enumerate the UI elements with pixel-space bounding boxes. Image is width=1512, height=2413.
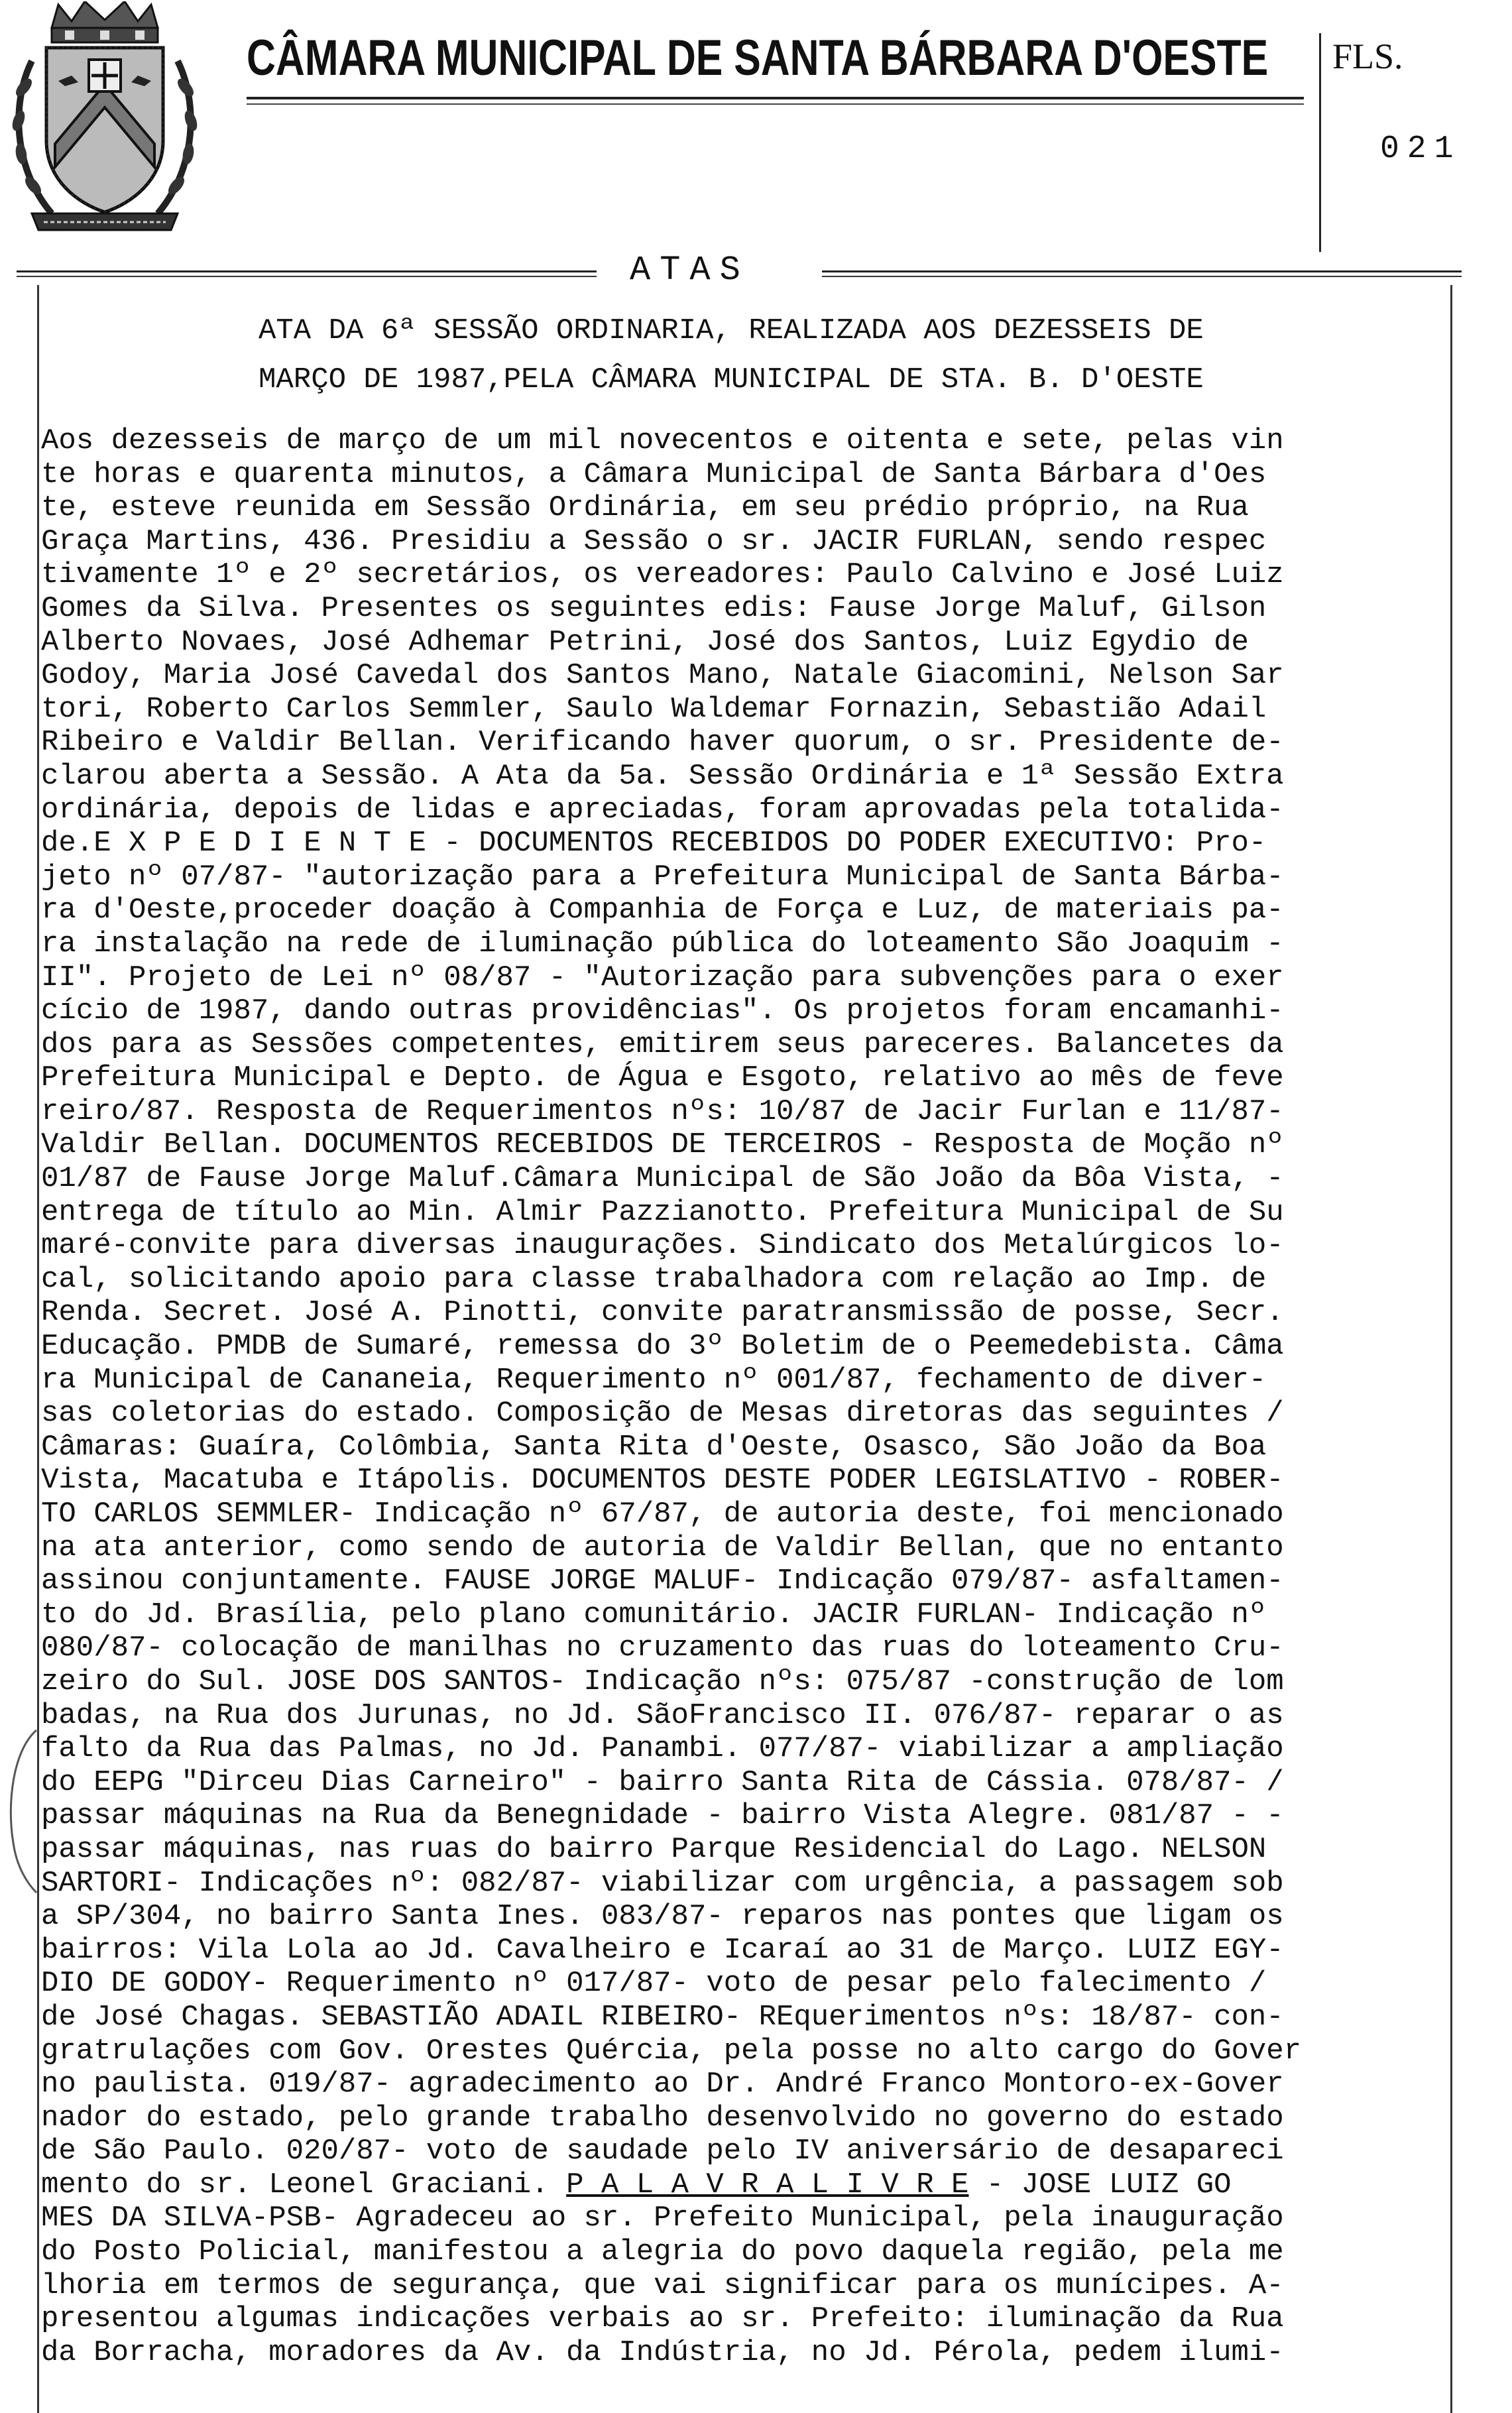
body-line: de.E X P E D I E N T E - DOCUMENTOS RECEBIDOS DO PODER EXECUTIVO: Pro-: [41, 827, 1267, 860]
body-lines: [41, 424, 1473, 2168]
body-line: clarou aberta a Sessão. A Ata da 5a. Sessão Ordinária e 1ª Sessão Extra: [41, 759, 1284, 793]
body-line: II". Projeto de Lei nº 08/87 - "Autorização para subvenções para o exer: [41, 961, 1284, 994]
body-line: te horas e quarenta minutos, a Câmara Municipal de Santa Bárbara d'Oes: [41, 457, 1267, 491]
margin-bracket-mark: [0, 1724, 40, 1896]
body-line: cício de 1987, dando outras providências". Os projetos foram encamanhi-: [41, 994, 1284, 1028]
body-line: jeto nº 07/87- "autorização para a Prefeitura Municipal de Santa Bárba-: [41, 860, 1284, 894]
atas-rule-left-secondary: [17, 276, 597, 277]
body-line: SARTORI- Indicações nº: 082/87- viabilizar com urgência, a passagem sob: [41, 1866, 1284, 1900]
body-line: tivamente 1º e 2º secretários, os vereadores: Paulo Calvino e José Luiz: [41, 558, 1284, 592]
palavra-livre-heading: P A L A V R A L I V R E: [566, 2168, 969, 2202]
minutes-heading: [259, 306, 1385, 404]
minutes-body: [41, 424, 1473, 2369]
body-line: no paulista. 019/87- agradecimento ao Dr. André Franco Montoro-ex-Gover: [41, 2068, 1284, 2101]
heading-line: MARÇO DE 1987,PELA CÂMARA MUNICIPAL DE STA. B. D'OESTE: [259, 363, 1204, 396]
body-line: cal, solicitando apoio para classe trabalhadora com relação ao Imp. de: [41, 1262, 1267, 1296]
section-label: ATAS: [630, 251, 750, 290]
body-line: na ata anterior, como sendo de autoria de Valdir Bellan, que no entanto: [41, 1531, 1284, 1564]
body-line: Renda. Secret. José A. Pinotti, convite paratransmissão de posse, Secr.: [41, 1296, 1284, 1330]
body-line: sas coletorias do estado. Composição de Mesas diretoras das seguintes /: [41, 1397, 1284, 1431]
page-number: 021: [1380, 131, 1462, 167]
atas-rule-right-secondary: [822, 276, 1462, 277]
body-line: passar máquinas na Rua da Benegnidade - bairro Vista Alegre. 081/87 - -: [41, 1799, 1284, 1833]
palavra-livre-body-line: do Posto Policial, manifestou a alegria do povo daquela região, pela me: [41, 2235, 1284, 2269]
body-line: ra instalação na rede de iluminação pública do loteamento São Joaquim -: [41, 927, 1284, 961]
body-line: Vista, Macatuba e Itápolis. DOCUMENTOS DESTE PODER LEGISLATIVO - ROBER-: [41, 1464, 1284, 1498]
title-rule-secondary: [247, 103, 1304, 105]
palavra-livre-body-line: da Borracha, moradores da Av. da Indústria, no Jd. Pérola, pedem ilumi-: [41, 2335, 1284, 2369]
body-line: 080/87- colocação de manilhas no cruzamento das ruas do loteamento Cru-: [41, 1631, 1284, 1665]
body-line: ra d'Oeste,proceder doação à Companhia de Força e Luz, de materiais pa-: [41, 894, 1284, 927]
body-line: bairros: Vila Lola ao Jd. Cavalheiro e Icaraí ao 31 de Março. LUIZ EGY-: [41, 1933, 1284, 1967]
body-line: TO CARLOS SEMMLER- Indicação nº 67/87, de autoria deste, foi mencionado: [41, 1498, 1284, 1531]
institution-title: CÂMARA MUNICIPAL DE SANTA BÁRBARA D'OESTE: [247, 30, 1269, 86]
body-line: maré-convite para diversas inaugurações. Sindicato dos Metalúrgicos lo-: [41, 1229, 1284, 1263]
fls-label: FLS.: [1332, 36, 1403, 76]
title-rule: [247, 97, 1304, 99]
body-line: zeiro do Sul. JOSE DOS SANTOS- Indicação nºs: 075/87 -construção de lom: [41, 1665, 1284, 1698]
header-divider: [1319, 33, 1321, 252]
palavra-livre-lines: [41, 2202, 1473, 2369]
body-line: Graça Martins, 436. Presidiu a Sessão o sr. JACIR FURLAN, sendo respec: [41, 524, 1267, 558]
body-line: assinou conjuntamente. FAUSE JORGE MALUF- Indicação 079/87- asfaltamen-: [41, 1564, 1284, 1598]
body-line: ordinária, depois de lidas e apreciadas, foram aprovadas pela totalida-: [41, 793, 1284, 827]
body-line: do EEPG "Dirceu Dias Carneiro" - bairro Santa Rita de Cássia. 078/87- /: [41, 1765, 1284, 1799]
body-line: Ribeiro e Valdir Bellan. Verificando haver quorum, o sr. Presidente de-: [41, 726, 1284, 760]
body-line: a SP/304, no bairro Santa Ines. 083/87- reparos nas pontes que ligam os: [41, 1900, 1284, 1934]
palavra-livre-body-line: presentou algumas indicações verbais ao sr. Prefeito: iluminação da Rua: [41, 2302, 1284, 2336]
palavra-livre-body-line: MES DA SILVA-PSB- Agradeceu ao sr. Prefeito Municipal, pela inauguração: [41, 2202, 1284, 2235]
body-line: Educação. PMDB de Sumaré, remessa do 3º Boletim de o Peemedebista. Câma: [41, 1330, 1284, 1364]
body-line: te, esteve reunida em Sessão Ordinária, em seu prédio próprio, na Rua: [41, 491, 1249, 525]
palavra-livre-body-line: lhoria em termos de segurança, que vai significar para os munícipes. A-: [41, 2268, 1284, 2302]
body-line: reiro/87. Resposta de Requerimentos nºs: 10/87 de Jacir Furlan e 11/87-: [41, 1094, 1284, 1128]
body-line: gratrulações com Gov. Orestes Quércia, pela posse no alto cargo do Gover: [41, 2034, 1302, 2068]
body-line: to do Jd. Brasília, pelo plano comunitário. JACIR FURLAN- Indicação nº: [41, 1598, 1267, 1631]
body-line: passar máquinas, nas ruas do bairro Parque Residencial do Lago. NELSON: [41, 1832, 1267, 1866]
palavra-livre-speaker: - JOSE LUIZ GO: [968, 2168, 1232, 2202]
body-line: nador do estado, pelo grande trabalho desenvolvido no governo do estado: [41, 2101, 1284, 2135]
body-line: DIO DE GODOY- Requerimento nº 017/87- voto de pesar pelo falecimento /: [41, 1967, 1267, 2001]
body-line: Gomes da Silva. Presentes os seguintes edis: Fause Jorge Maluf, Gilson: [41, 591, 1267, 625]
body-line: Alberto Novaes, José Adhemar Petrini, José dos Santos, Luiz Egydio de: [41, 625, 1249, 659]
body-line: tori, Roberto Carlos Semmler, Saulo Waldemar Fornazin, Sebastião Adail: [41, 692, 1267, 726]
last-body-line: mento do sr. Leonel Graciani.: [41, 2168, 549, 2202]
body-line: Prefeitura Municipal e Depto. de Água e Esgoto, relativo ao mês de feve: [41, 1061, 1284, 1095]
body-line: badas, na Rua dos Jurunas, no Jd. SãoFrancisco II. 076/87- reparar o as: [41, 1698, 1284, 1732]
atas-rule-left: [17, 270, 597, 272]
body-line: ra Municipal de Cananeia, Requerimento nº 001/87, fechamento de diver-: [41, 1363, 1267, 1397]
heading-line: ATA DA 6ª SESSÃO ORDINARIA, REALIZADA AOS DEZESSEIS DE: [259, 314, 1204, 347]
body-line: Godoy, Maria José Cavedal dos Santos Mano, Natale Giacomini, Nelson Sar: [41, 659, 1284, 693]
municipal-coat-of-arms-icon: [5, 1, 204, 241]
body-line: Câmaras: Guaíra, Colômbia, Santa Rita d'Oeste, Osasco, São João da Boa: [41, 1430, 1267, 1464]
body-line: dos para as Sessões competentes, emitirem seus pareceres. Balancetes da: [41, 1028, 1284, 1061]
body-line: falto da Rua das Palmas, no Jd. Panambi. 077/87- viabilizar a ampliação: [41, 1732, 1284, 1766]
palavra-livre-line: [41, 2168, 1473, 2202]
body-line: Valdir Bellan. DOCUMENTOS RECEBIDOS DE TERCEIROS - Resposta de Moção nº: [41, 1128, 1284, 1162]
body-line: 01/87 de Fause Jorge Maluf.Câmara Municipal de São João da Bôa Vista, -: [41, 1162, 1284, 1196]
body-line: entrega de título ao Min. Almir Pazzianotto. Prefeitura Municipal de Su: [41, 1195, 1284, 1229]
body-line: Aos dezesseis de março de um mil novecentos e oitenta e sete, pelas vin: [41, 424, 1284, 457]
body-line: de São Paulo. 020/87- voto de saudade pelo IV aniversário de desapareci: [41, 2135, 1284, 2168]
atas-rule-right: [822, 270, 1462, 272]
body-line: de José Chagas. SEBASTIÃO ADAIL RIBEIRO- REquerimentos nºs: 18/87- con-: [41, 2000, 1284, 2034]
